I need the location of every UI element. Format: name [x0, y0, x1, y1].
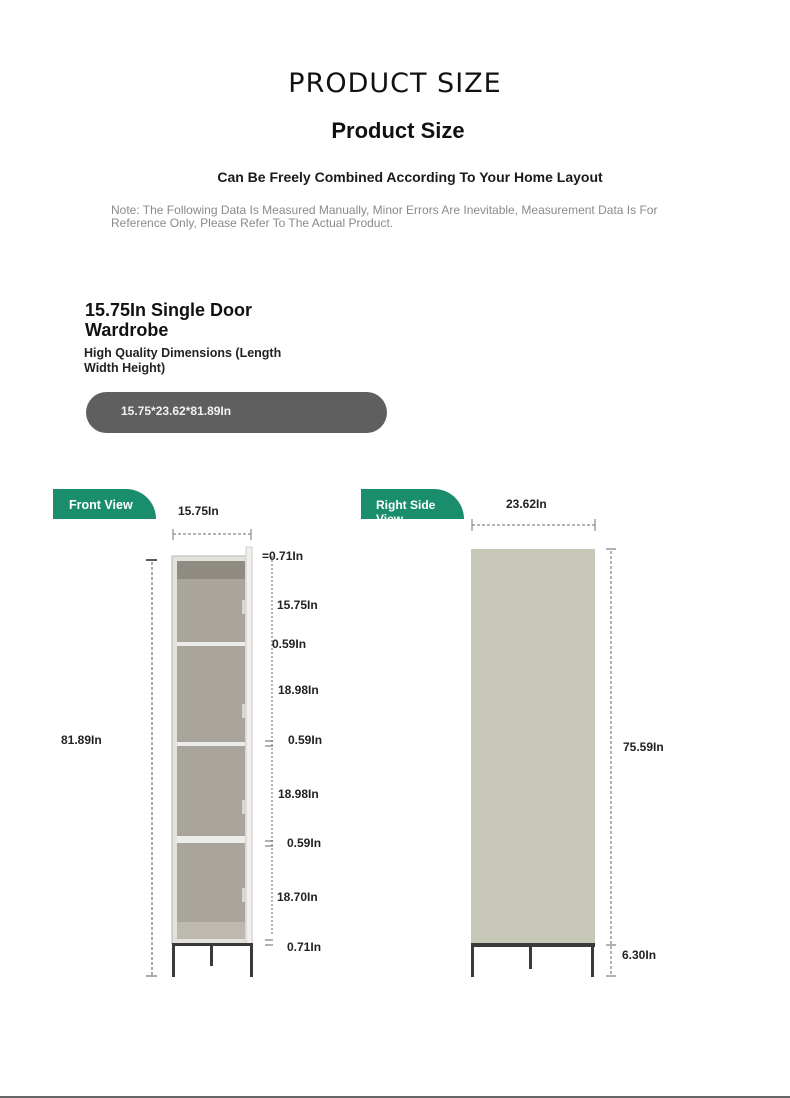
dimensions-label: High Quality Dimensions (Length Width Height) [84, 346, 282, 375]
side-height-dimension-line [606, 549, 616, 976]
front-width-label: 15.75In [178, 504, 219, 518]
size-pill-text: 15.75*23.62*81.89In [121, 404, 232, 418]
bottom-panel-label: 0.71In [287, 940, 322, 954]
side-depth-label: 23.62In [506, 497, 547, 511]
page-subtitle: Product Size [331, 118, 465, 143]
front-right-dimension-line [265, 556, 273, 945]
compartment-4-label: 18.70In [277, 890, 318, 904]
front-cabinet [172, 547, 252, 944]
tagline: Can Be Freely Combined According To Your Home Layout [217, 169, 603, 185]
side-depth-dimension-line [472, 519, 595, 531]
product-name: 15.75In Single Door Wardrobe [85, 300, 253, 340]
front-view-tab-label: Front View [69, 498, 133, 512]
top-panel-label: =0.71In [262, 549, 304, 563]
front-height-dimension-line [146, 560, 157, 976]
shelf-1-label: 0.59In [272, 637, 307, 651]
shelf-2-label: 0.59In [288, 733, 323, 747]
page-title: PRODUCT SIZE [288, 68, 502, 99]
shelf-3-label: 0.59In [287, 836, 322, 850]
front-width-dimension-line [173, 529, 251, 540]
front-total-height-label: 81.89In [61, 733, 102, 747]
compartment-2-label: 18.98In [278, 683, 319, 697]
compartment-3-label: 18.98In [278, 787, 319, 801]
side-leg-height-label: 6.30In [622, 948, 657, 962]
compartment-1-label: 15.75In [277, 598, 318, 612]
front-cabinet-legs [172, 943, 253, 977]
measurement-note: Note: The Following Data Is Measured Manually, Minor Errors Are Inevitable, Measurement Data Is For Reference Only, Please Refer To The Actual Product. [111, 203, 658, 230]
side-body-height-label: 75.59In [623, 740, 664, 754]
side-cabinet [471, 549, 595, 977]
side-view-tab-label: Right Side View [376, 498, 436, 526]
